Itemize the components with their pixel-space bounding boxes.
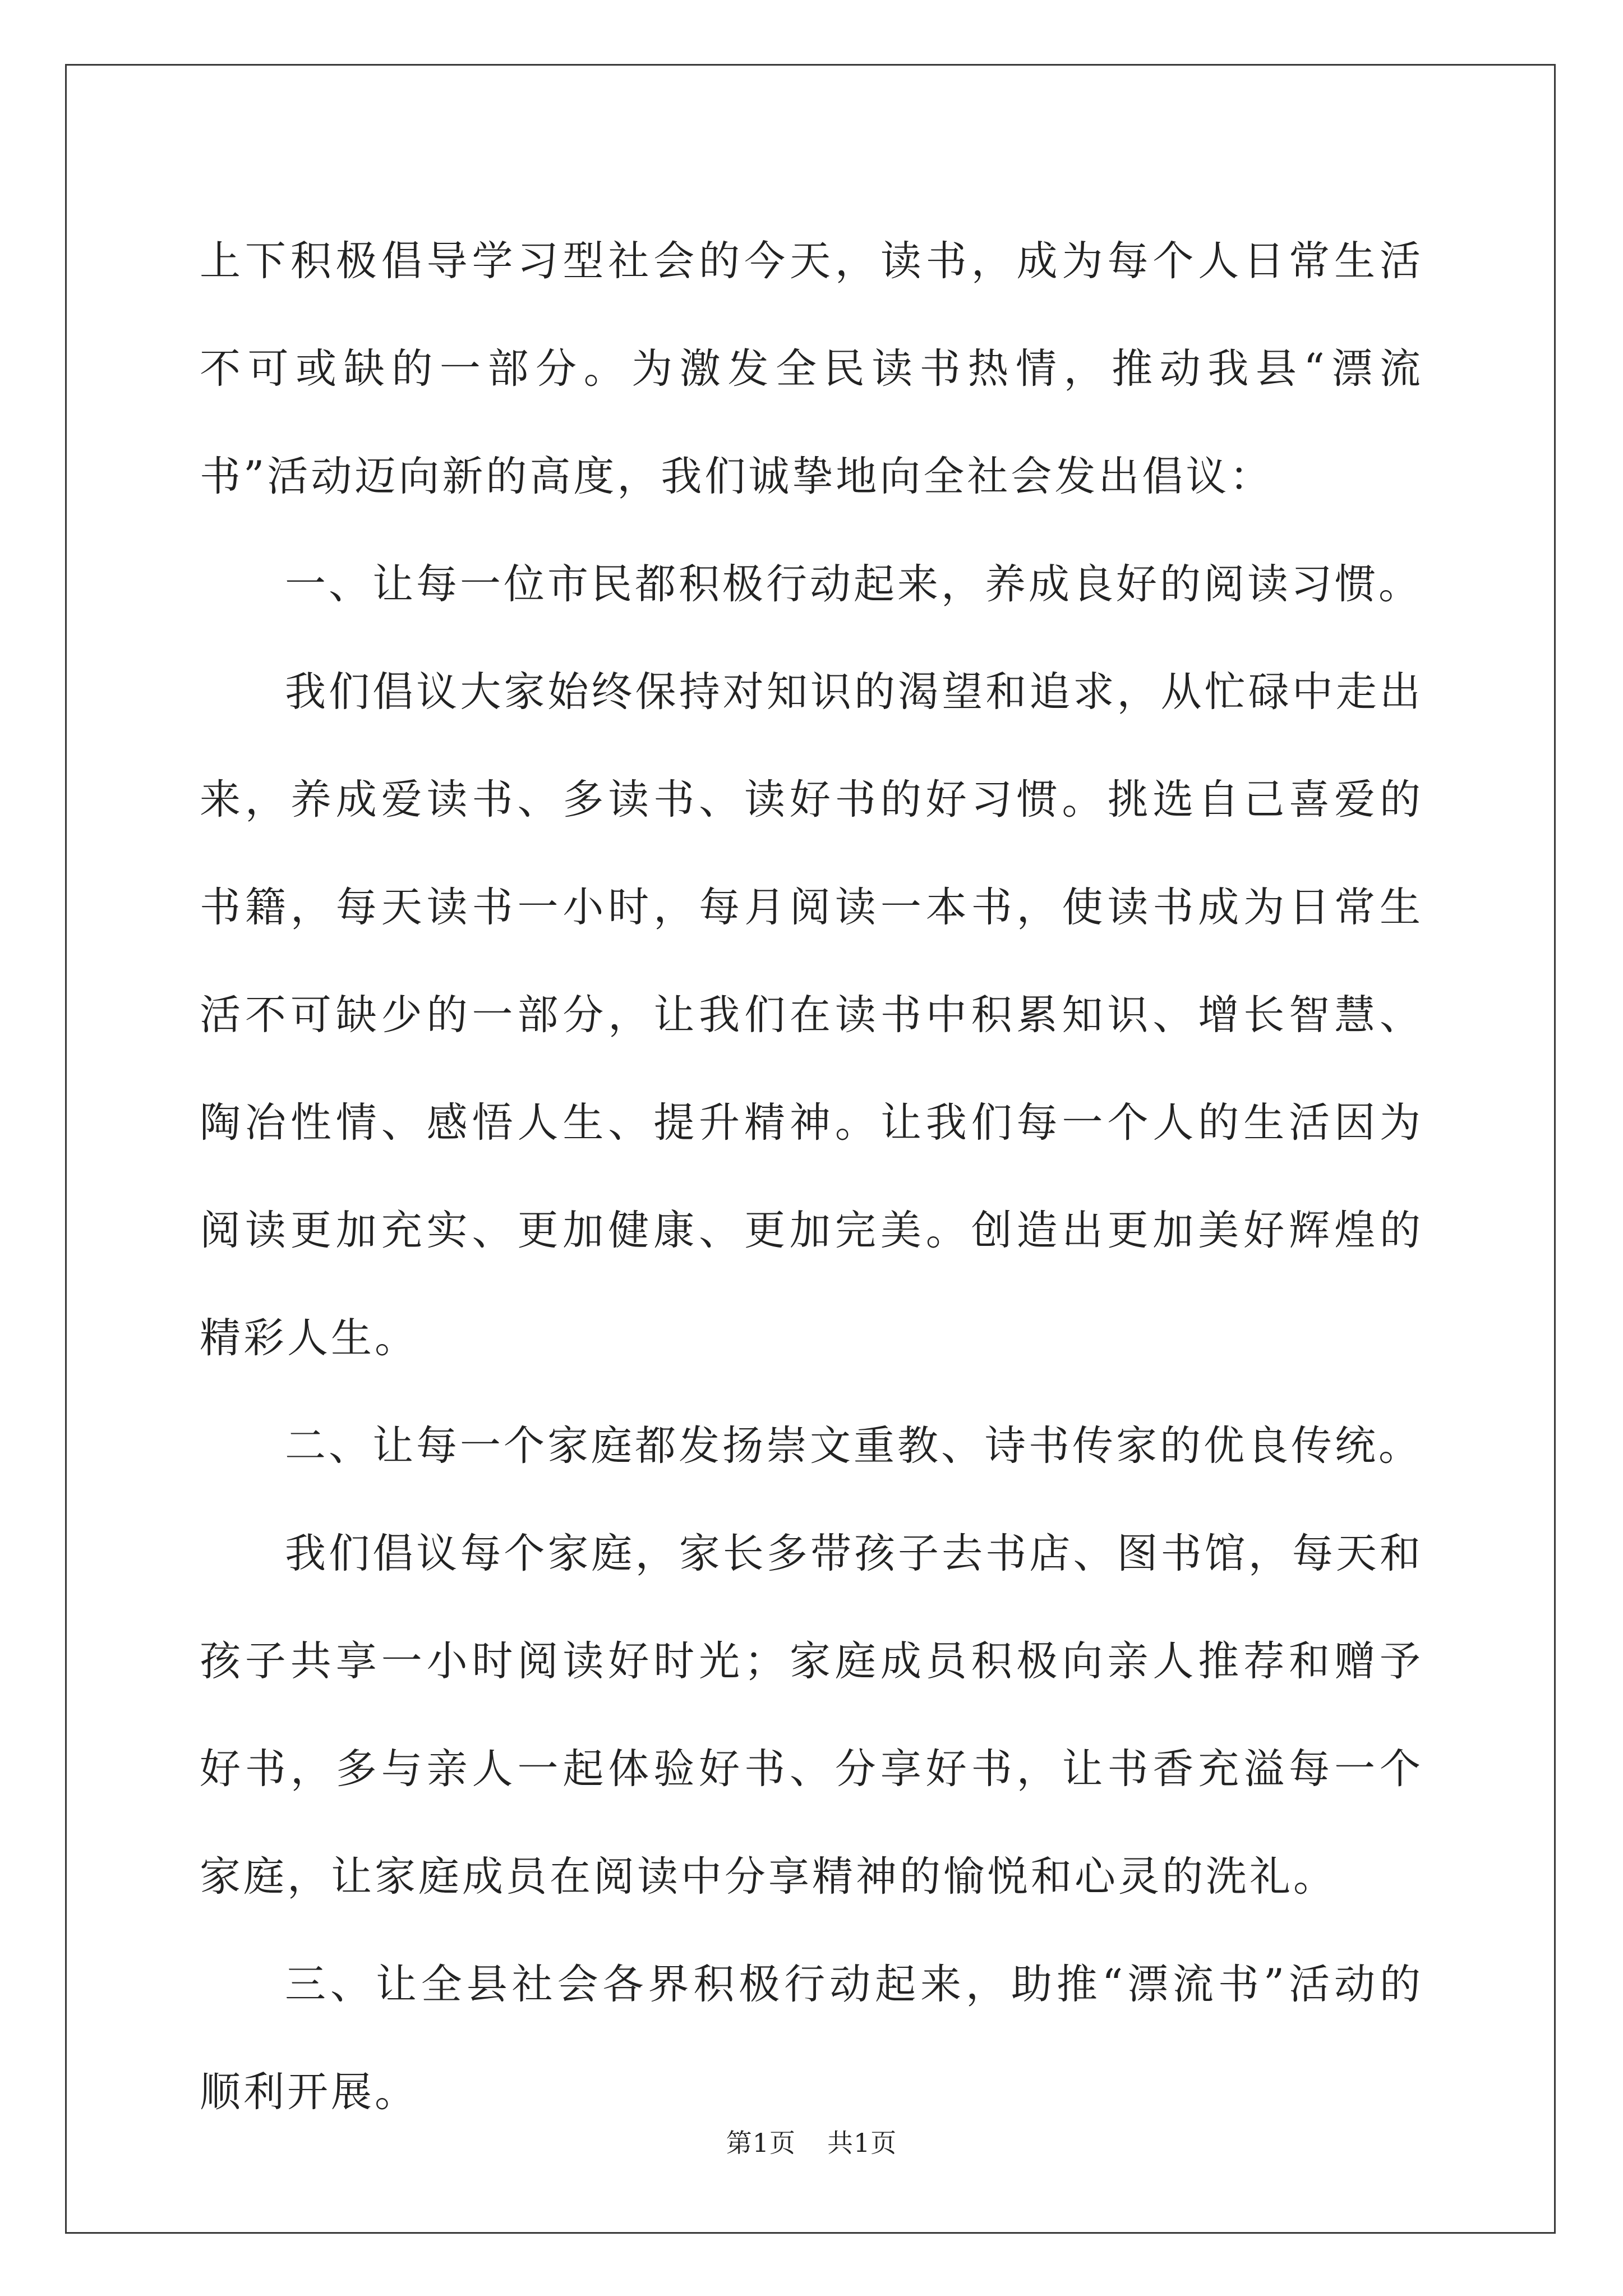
page-footer xyxy=(0,2126,1623,2160)
page-number-total: 共1页 xyxy=(827,2128,897,2158)
paragraph-body-one: 我们倡议大家始终保持对知识的渴望和追求，从忙碌中走出来，养成爱读书、多读书、读好书的好习惯。挑选自己喜爱的书籍，每天读书一小时，每月阅读一本书，使读书成为日常生活不可缺少的一部分，让我们在读书中积累知识、增长智慧、陶冶性情、感悟人生、提升精神。让我们每一个人的生活因为阅读更加充实、更加健康、更加完美。创造出更加美好辉煌的精彩人生。 xyxy=(200,668,1423,1362)
paragraph-heading-three: 三、让全县社会各界积极行动起来，助推“漂流书”活动的顺利开展。 xyxy=(200,1961,1423,2116)
paragraph-intro: 上下积极倡导学习型社会的今天，读书，成为每个人日常生活不可或缺的一部分。为激发全民读书热情，推动我县“漂流书”活动迈向新的高度，我们诚挚地向全社会发出倡议： xyxy=(200,237,1423,500)
paragraph-body-two: 我们倡议每个家庭，家长多带孩子去书店、图书馆，每天和孩子共享一小时阅读好时光；家庭成员积极向亲人推荐和赠予好书，多与亲人一起体验好书、分享好书，让书香充溢每一个家庭，让家庭成员在阅读中分享精神的愉悦和心灵的洗礼。 xyxy=(200,1530,1423,1901)
page-number-current: 第1页 xyxy=(726,2128,796,2158)
paragraph-heading-one: 一、让每一位市民都积极行动起来，养成良好的阅读习惯。 xyxy=(285,560,1422,608)
document-body xyxy=(200,208,1423,2146)
paragraph-heading-two: 二、让每一个家庭都发扬崇文重教、诗书传家的优良传统。 xyxy=(285,1422,1422,1470)
